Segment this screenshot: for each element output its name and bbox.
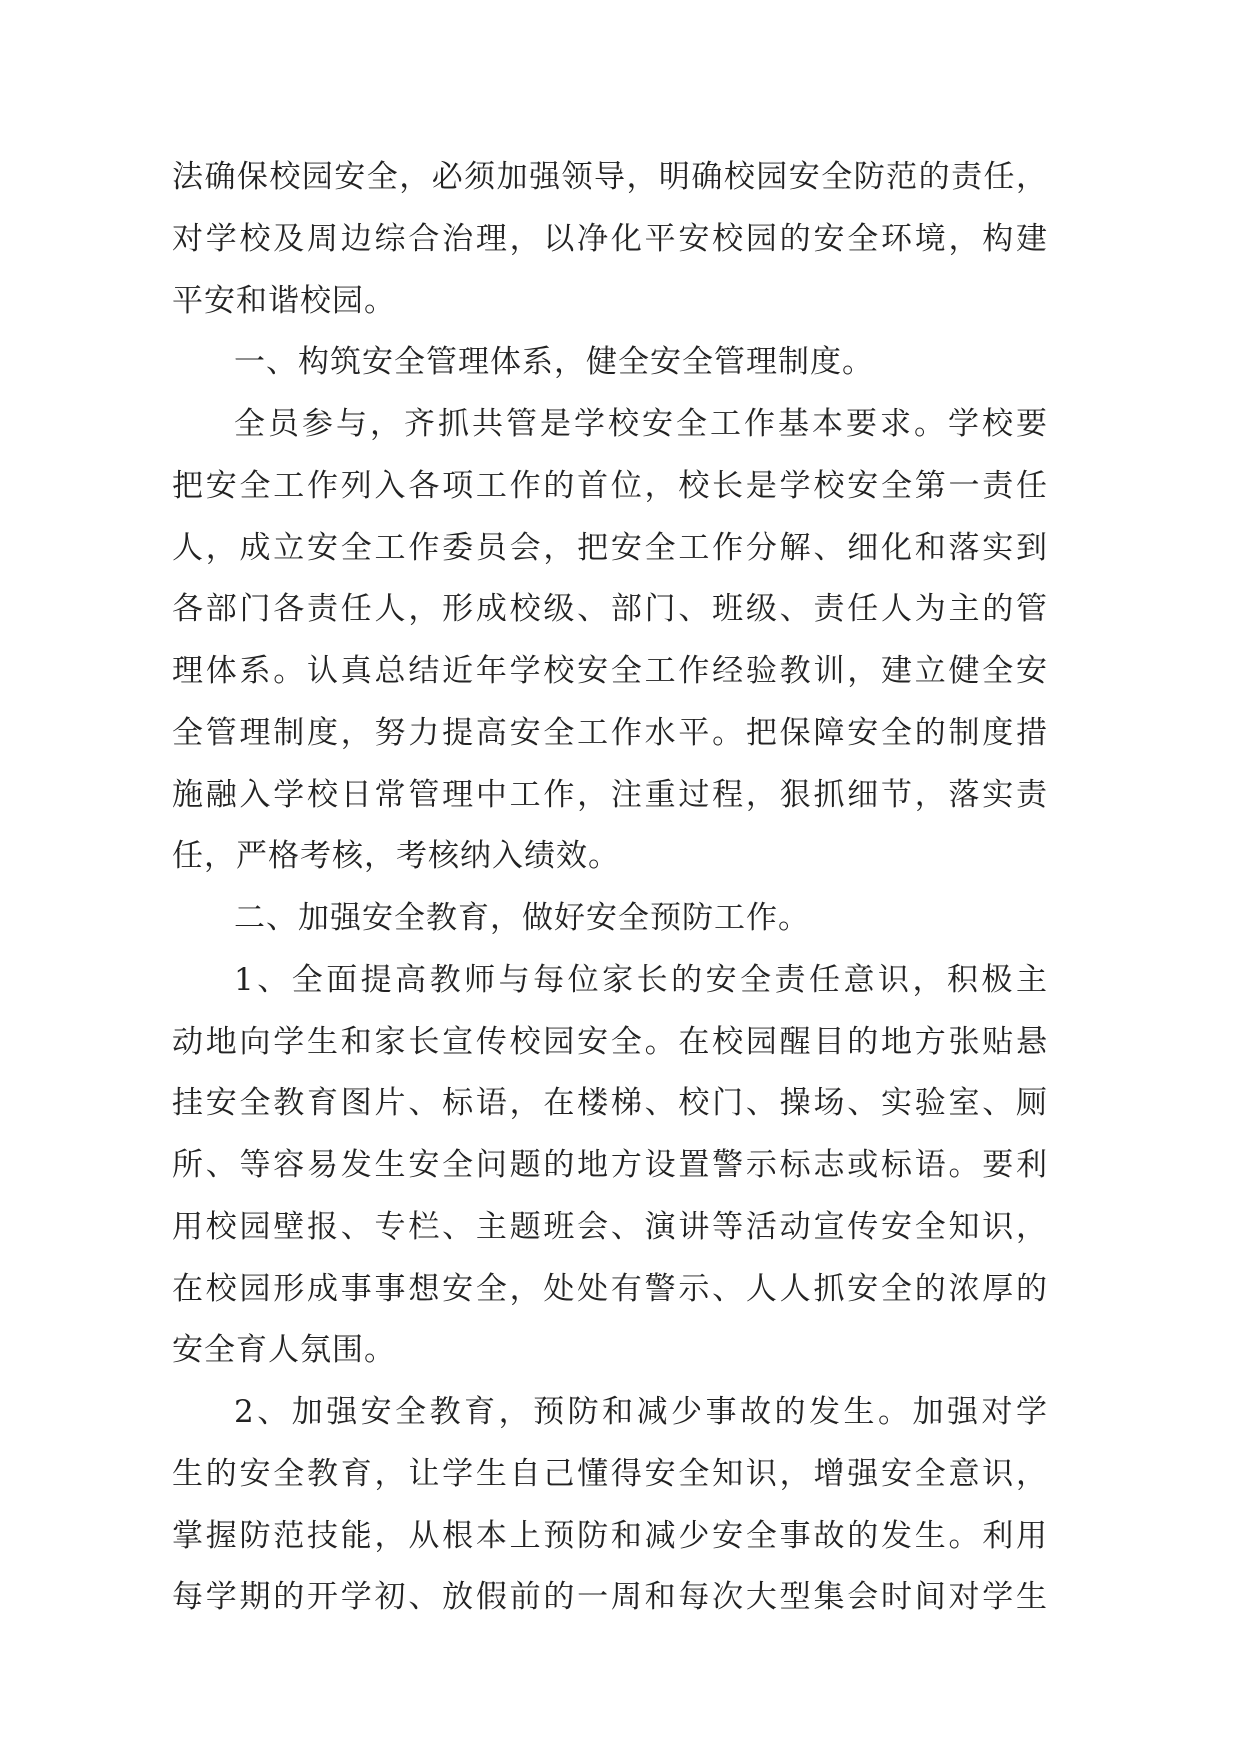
text-line: 挂安全教育图片、标语，在楼梯、校门、操场、实验室、厕	[172, 1085, 1048, 1122]
heading-line: 一、构筑安全管理体系，健全安全管理制度。	[234, 344, 874, 381]
text-line: 每学期的开学初、放假前的一周和每次大型集会时间对学生	[172, 1579, 1048, 1616]
document-body	[172, 147, 1048, 1629]
text-line: 动地向学生和家长宣传校园安全。在校园醒目的地方张贴悬	[172, 1023, 1048, 1060]
text-line: 任，严格考核，考核纳入绩效。	[172, 838, 620, 875]
text-line: 人，成立安全工作委员会，把安全工作分解、细化和落实到	[172, 529, 1048, 566]
text-line: 平安和谐校园。	[172, 282, 396, 319]
text-line: 对学校及周边综合治理，以净化平安校园的安全环境，构建	[172, 220, 1048, 257]
text-line: 在校园形成事事想安全，处处有警示、人人抓安全的浓厚的	[172, 1270, 1048, 1307]
text-line: 2、加强安全教育，预防和减少事故的发生。加强对学	[234, 1394, 1048, 1430]
section-heading-1	[172, 332, 1048, 394]
paragraph-management-system	[172, 394, 1048, 888]
text-line: 全员参与，齐抓共管是学校安全工作基本要求。学校要	[234, 406, 1048, 442]
text-line: 所、等容易发生安全问题的地方设置警示标志或标语。要利	[172, 1147, 1048, 1183]
paragraph-item-1	[172, 950, 1048, 1382]
text-line: 把安全工作列入各项工作的首位，校长是学校安全第一责任	[172, 467, 1048, 504]
section-heading-2	[172, 888, 1048, 950]
paragraph-item-2	[172, 1382, 1048, 1629]
heading-line: 二、加强安全教育，做好安全预防工作。	[234, 900, 810, 936]
paragraph-continuation	[172, 147, 1048, 332]
text-line: 1、全面提高教师与每位家长的安全责任意识，积极主	[234, 961, 1048, 998]
text-line: 生的安全教育，让学生自己懂得安全知识，增强安全意识，	[172, 1455, 1048, 1492]
text-line: 各部门各责任人，形成校级、部门、班级、责任人为主的管	[172, 591, 1048, 628]
text-line: 用校园壁报、专栏、主题班会、演讲等活动宣传安全知识，	[172, 1208, 1048, 1245]
text-line: 全管理制度，努力提高安全工作水平。把保障安全的制度措	[172, 714, 1048, 751]
text-line: 安全育人氛围。	[172, 1332, 396, 1369]
text-line: 施融入学校日常管理中工作，注重过程，狠抓细节，落实责	[172, 776, 1048, 813]
text-line: 法确保校园安全，必须加强领导，明确校园安全防范的责任，	[172, 159, 1048, 195]
text-line: 掌握防范技能，从根本上预防和减少安全事故的发生。利用	[172, 1517, 1048, 1554]
text-line: 理体系。认真总结近年学校安全工作经验教训，建立健全安	[172, 653, 1048, 689]
